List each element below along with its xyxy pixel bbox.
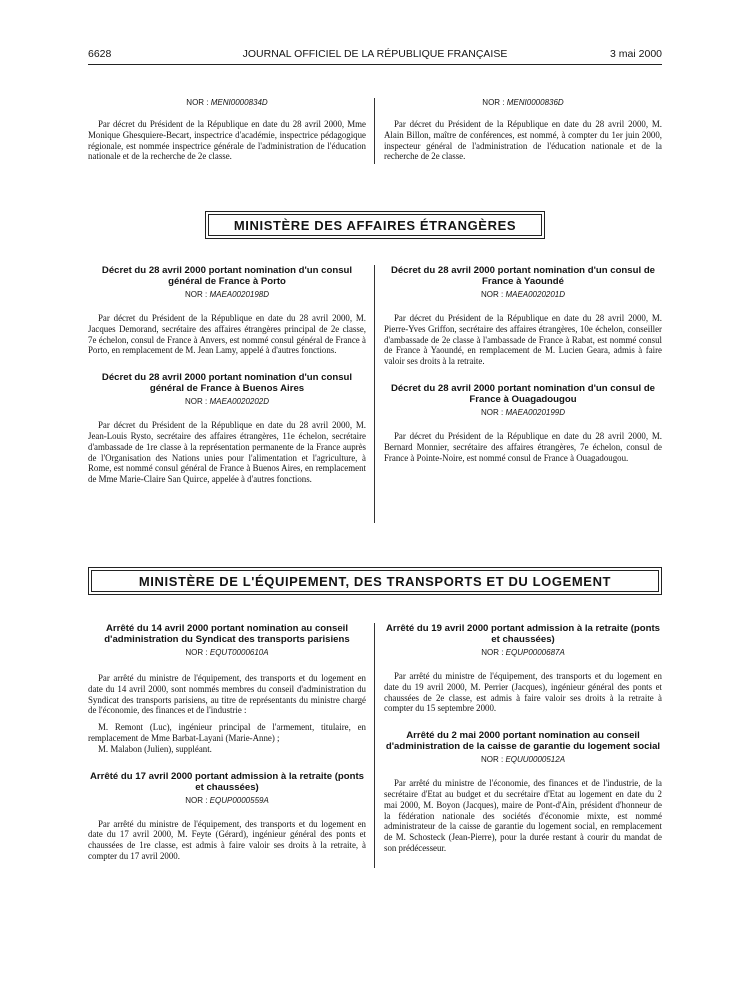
decree-title: Décret du 28 avril 2000 portant nomination d'un consul général de France à Buenos Aires bbox=[101, 372, 353, 395]
column-divider bbox=[374, 98, 375, 164]
arrete-title: Arrêté du 2 mai 2000 portant nomination au conseil d'administration de la caisse de garantie du logement social bbox=[385, 730, 661, 753]
decree-ouagadougou bbox=[384, 383, 662, 463]
decree-title: Décret du 28 avril 2000 portant nomination d'un consul de France à Ouagadougou bbox=[390, 382, 656, 405]
article-text: Par décret du Président de la République en date du 28 avril 2000, Mme Monique Ghesquiere-Becart, inspectrice d'académie, inspectrice pédagogique régionale, est nommée inspectrice générale de l'administration de l'éducation nationale et de la recherche de 2e classe. bbox=[88, 119, 366, 162]
journal-title: JOURNAL OFFICIEL DE LA RÉPUBLIQUE FRANÇAISE bbox=[242, 48, 508, 60]
nor-reference: NOR : MENI0000834D bbox=[186, 98, 268, 107]
arrete-retraite-perrier bbox=[384, 623, 662, 714]
decree-text: Par décret du Président de la République en date du 28 avril 2000, M. Bernard Monnier, secrétaire des affaires étrangères, 7e échelon, consul de France à Pointe-Noire, est nommé consul de France à Ouagadougou. bbox=[384, 430, 662, 463]
page-number: 6628 bbox=[88, 48, 112, 60]
decree-text: Par décret du Président de la République en date du 28 avril 2000, M. Jacques Demorand, secrétaire des affaires étrangères principal de 2e classe, 7e échelon, consul de France à Anvers, est nommé consul général de France à Porto, en remplacement de M. Jean Lamy, appelé à d'autres fonctions. bbox=[88, 313, 366, 356]
nor-reference: NOR : EQUU0000512A bbox=[480, 755, 566, 765]
decree-buenos-aires bbox=[88, 372, 366, 485]
arrete-paragraph: Par arrêté du ministre de l'équipement, des transports et du logement en date du 19 avril 2000, M. Perrier (Jacques), ingénieur général des ponts et chaussées de 2e classe, est admis à faire valoir ses droits à la retraite à compter du 15 septembre 2000. bbox=[384, 671, 662, 714]
arrete-paragraph: Par arrêté du ministre de l'économie, des finances et de l'industrie, de la secrétaire d'Etat au budget et du secrétaire d'Etat au logement en date du 2 mai 2000, M. Boyon (Jacques), maire de Pont-d'Ain, président d'honneur de la fédération nationale des sociétés d'économie mixte, est nommé administrateur de la caisse de garantie du logement social, en remplacement de M. Schosteck (Jean-Pierre), pour la durée restant à courir du mandat de son prédécesseur. bbox=[384, 778, 662, 853]
top-right-article bbox=[384, 98, 662, 162]
top-left-article bbox=[88, 98, 366, 162]
ministry-heading: MINISTÈRE DES AFFAIRES ÉTRANGÈRES bbox=[208, 214, 542, 236]
ministry1-left-column bbox=[88, 265, 366, 485]
ministry2-left-column bbox=[88, 623, 366, 862]
article-text: Par décret du Président de la République en date du 28 avril 2000, M. Alain Billon, maître de conférences, est nommé, à compter du 1er juin 2000, inspecteur général de l'administration de l'éducation nationale et de la recherche de 2e classe. bbox=[384, 119, 662, 162]
column-divider bbox=[374, 623, 375, 868]
nor-reference: NOR : EQUP0000559A bbox=[185, 795, 269, 805]
ministry1-right-column bbox=[384, 265, 662, 463]
header-date: 3 mai 2000 bbox=[610, 48, 662, 60]
arrete-paragraph: Par arrêté du ministre de l'équipement, des transports et du logement en date du 14 avril 2000, sont nommés membres du conseil d'administration du Syndicat des transports parisiens, au titre de représentants du ministre chargé de l'économie, des finances et de l'industrie : bbox=[88, 673, 366, 716]
arrete-caisse-garantie bbox=[384, 730, 662, 854]
arrete-paragraph: M. Remont (Luc), ingénieur principal de l'armement, titulaire, en remplacement de Mme Barbat-Layani (Marie-Anne) ; bbox=[88, 722, 366, 743]
arrete-title: Arrêté du 14 avril 2000 portant nomination au conseil d'administration du Syndicat des transports parisiens bbox=[104, 623, 350, 645]
ministry-heading-box bbox=[205, 211, 545, 239]
header-rule bbox=[88, 64, 662, 65]
nor-reference: NOR : MAEA0020202D bbox=[184, 397, 270, 407]
arrete-retraite-feyte bbox=[88, 771, 366, 862]
arrete-syndicat-transports bbox=[88, 623, 366, 755]
decree-porto bbox=[88, 265, 366, 356]
arrete-paragraph: M. Malabon (Julien), suppléant. bbox=[98, 743, 212, 754]
column-divider bbox=[374, 265, 375, 523]
nor-reference: NOR : MAEA0020201D bbox=[480, 290, 566, 299]
ministry2-right-column bbox=[384, 623, 662, 854]
arrete-paragraph: Par arrêté du ministre de l'équipement, des transports et du logement en date du 17 avril 2000, M. Feyte (Gérard), ingénieur général des ponts et chaussées de 1re classe, est admis à faire valoir ses droits à la retraite, à compter du 17 avril 2000. bbox=[88, 818, 366, 861]
decree-text: Par décret du Président de la République en date du 28 avril 2000, M. Pierre-Yves Griffon, secrétaire des affaires étrangères, 10e échelon, conseiller d'ambassade de 2e classe à l'ambassade de France à Rabat, est nommé consul de France à Yaoundé, en remplacement de M. Lucien Geara, admis à faire valoir ses droits à la retraite. bbox=[384, 313, 662, 367]
decree-yaounde bbox=[384, 265, 662, 367]
decree-title: Décret du 28 avril 2000 portant nomination d'un consul de France à Yaoundé bbox=[390, 265, 656, 287]
nor-reference: NOR : MAEA0020198D bbox=[184, 290, 270, 299]
nor-reference: NOR : MENI0000836D bbox=[482, 98, 564, 107]
decree-title: Décret du 28 avril 2000 portant nomination d'un consul général de France à Porto bbox=[101, 265, 353, 287]
arrete-title: Arrêté du 17 avril 2000 portant admission à la retraite (ponts et chaussées) bbox=[89, 770, 365, 793]
ministry-heading-box bbox=[88, 567, 662, 595]
arrete-title: Arrêté du 19 avril 2000 portant admission à la retraite (ponts et chaussées) bbox=[385, 623, 661, 645]
decree-text: Par décret du Président de la République en date du 28 avril 2000, M. Jean-Louis Rysto, secrétaire des affaires étrangères, 11e échelon, secrétaire d'ambassade de 1re classe à la représentation permanente de la France auprès de l'Organisation des Nations unies pour l'alimentation et l'agriculture, à Rome, est nommé consul général de France à Buenos Aires, en remplacement de Mme Marie-Claire San Quirce, appelée à d'autres fonctions. bbox=[88, 420, 366, 485]
nor-reference: NOR : EQUT0000610A bbox=[185, 648, 269, 657]
nor-reference: NOR : MAEA0020199D bbox=[480, 407, 566, 417]
nor-reference: NOR : EQUP0000687A bbox=[481, 648, 565, 657]
ministry-heading: MINISTÈRE DE L'ÉQUIPEMENT, DES TRANSPORTS ET DU LOGEMENT bbox=[91, 570, 659, 592]
